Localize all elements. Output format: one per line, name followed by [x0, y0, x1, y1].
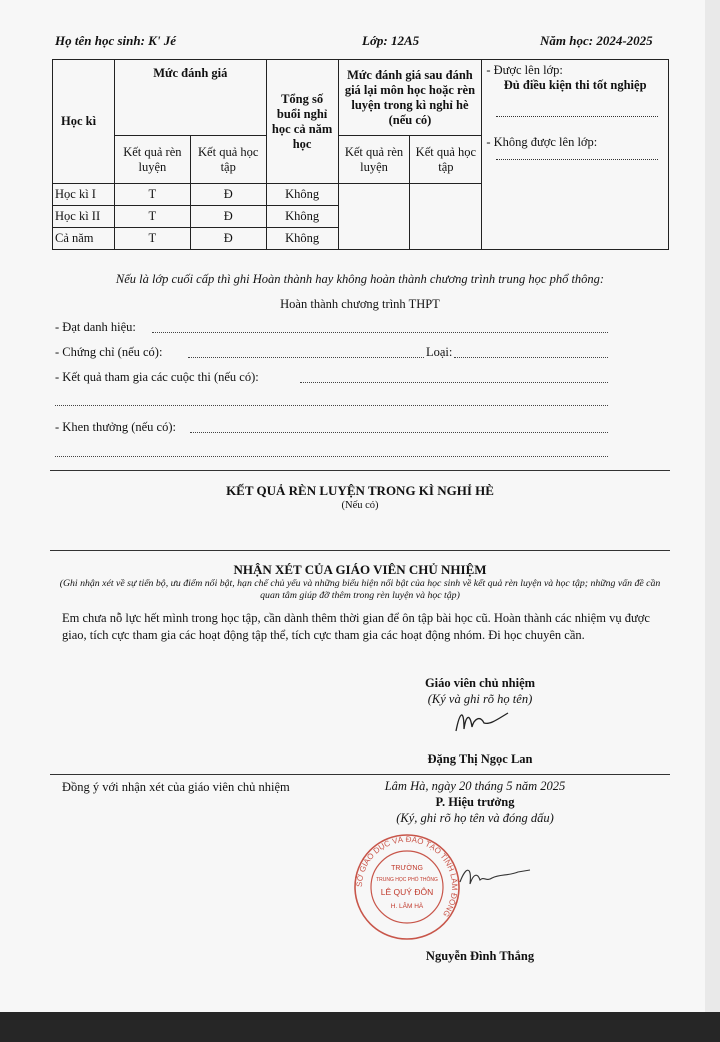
section-divider — [50, 774, 670, 775]
sub-conduct-header: Kết quả rèn luyện — [114, 136, 190, 184]
svg-text:TRƯỜNG: TRƯỜNG — [391, 865, 423, 872]
sub-study-header: Kết quả học tập — [190, 136, 266, 184]
dotted-line — [55, 456, 608, 457]
student-name: Họ tên học sinh: K' Jé — [55, 33, 176, 48]
promoted-label: - Được lên lớp: — [486, 63, 563, 77]
final-year-note: Nếu là lớp cuối cấp thì ghi Hoàn thành hay không hoàn thành chương trình trung học phổ thông: — [115, 272, 605, 286]
class-name: Lớp: 12A5 — [362, 33, 420, 48]
row-conduct: T — [114, 184, 190, 206]
svg-text:LÊ QUÝ ĐÔN: LÊ QUÝ ĐÔN — [380, 887, 434, 897]
dotted-line — [190, 432, 608, 433]
dotted-line — [496, 115, 658, 117]
row-absent: Không — [266, 184, 338, 206]
results-table — [52, 59, 669, 250]
reeval-study-cell — [410, 184, 482, 250]
principal-signature — [456, 862, 536, 892]
place-date: Lâm Hà, ngày 20 tháng 5 năm 2025 — [384, 779, 566, 793]
dotted-line — [55, 405, 608, 406]
dotted-line — [454, 357, 608, 358]
row-absent: Không — [266, 228, 338, 250]
grade-type-label: Loại: — [426, 345, 453, 359]
dotted-line — [496, 158, 658, 160]
svg-text:SỞ GIÁO DỤC VÀ ĐÀO TẠO TỈNH LÂ: SỞ GIÁO DỤC VÀ ĐÀO TẠO TỈNH LÂM ĐỒNG — [354, 834, 460, 919]
summer-note: (Nếu có) — [341, 500, 379, 511]
col-eval-header: Mức đánh giá — [114, 60, 266, 136]
row-study: Đ — [190, 206, 266, 228]
title-field-label: - Đạt danh hiệu: — [55, 320, 136, 334]
comment-guide: (Ghi nhận xét về sự tiến bộ, ưu điểm nổi bật, hạn chế chủ yếu và những biểu hiện nổi bật của học sinh về kết quả rèn luyện và học tập; những vấn đề cần quan tâm giúp đỡ thêm trong rèn luyện và học tập) — [59, 578, 661, 601]
svg-text:TRUNG HỌC PHỔ THÔNG: TRUNG HỌC PHỔ THÔNG — [376, 877, 438, 883]
section-divider — [50, 470, 670, 471]
comment-body: Em chưa nỗ lực hết mình trong học tập, cần dành thêm thời gian để ôn tập bài học cũ. Hoàn thành các nhiệm vụ được giao, tích cực tham gia các hoạt động tập thể, tích cực tham gia các hoạt động nhóm. Đi học chuyên cần. — [62, 611, 650, 642]
sub-study-header-2: Kết quả học tập — [410, 136, 482, 184]
principal-name: Nguyễn Đình Thắng — [425, 949, 535, 963]
competitions-field-label: - Kết quả tham gia các cuộc thi (nếu có): — [55, 370, 259, 384]
row-term: Học kì II — [53, 206, 115, 228]
dotted-line — [152, 332, 608, 333]
principal-agree: Đồng ý với nhận xét của giáo viên chủ nhiệm — [62, 780, 290, 794]
row-absent: Không — [266, 206, 338, 228]
dotted-line — [188, 357, 424, 358]
row-conduct: T — [114, 206, 190, 228]
col-term-header: Học kì — [53, 60, 115, 184]
rewards-field-label: - Khen thưởng (nếu có): — [55, 420, 176, 434]
row-conduct: T — [114, 228, 190, 250]
row-term: Cả năm — [53, 228, 115, 250]
col-reeval-header: Mức đánh giá sau đánh giá lại môn học hoặc rèn luyện trong kì nghỉ hè (nếu có) — [338, 60, 482, 136]
school-seal — [352, 832, 462, 942]
row-term: Học kì I — [53, 184, 115, 206]
principal-role: P. Hiệu trưởng — [435, 795, 515, 809]
comment-title: NHẬN XÉT CỦA GIÁO VIÊN CHỦ NHIỆM — [233, 562, 487, 577]
row-study: Đ — [190, 184, 266, 206]
dotted-line — [300, 382, 608, 383]
page-edge — [705, 0, 720, 1012]
teacher-name: Đặng Thị Ngọc Lan — [427, 752, 533, 766]
svg-text:H. LÂM HÀ: H. LÂM HÀ — [390, 903, 424, 910]
completion-status: Hoàn thành chương trình THPT — [280, 297, 440, 311]
not-promoted-label: - Không được lên lớp: — [486, 135, 598, 149]
teacher-sign-note: (Ký và ghi rõ họ tên) — [427, 692, 533, 706]
eligible-text: Đủ điều kiện thi tốt nghiệp — [503, 78, 647, 92]
teacher-signature — [450, 705, 520, 737]
school-year: Năm học: 2024-2025 — [540, 33, 653, 48]
row-study: Đ — [190, 228, 266, 250]
summer-title: KẾT QUẢ RÈN LUYỆN TRONG KÌ NGHỈ HÈ — [226, 483, 494, 498]
sub-conduct-header-2: Kết quả rèn luyện — [338, 136, 410, 184]
reeval-conduct-cell — [338, 184, 410, 250]
col-sessions-header: Tổng số buổi nghỉ học cả năm học — [266, 60, 338, 184]
promotion-cell — [482, 60, 669, 250]
principal-sign-note: (Ký, ghi rõ họ tên và đóng dấu) — [396, 811, 554, 825]
viewer-bottom-bar — [0, 1012, 720, 1042]
section-divider — [50, 550, 670, 551]
certificate-field-label: - Chứng chỉ (nếu có): — [55, 345, 163, 359]
teacher-role: Giáo viên chủ nhiệm — [424, 676, 536, 690]
